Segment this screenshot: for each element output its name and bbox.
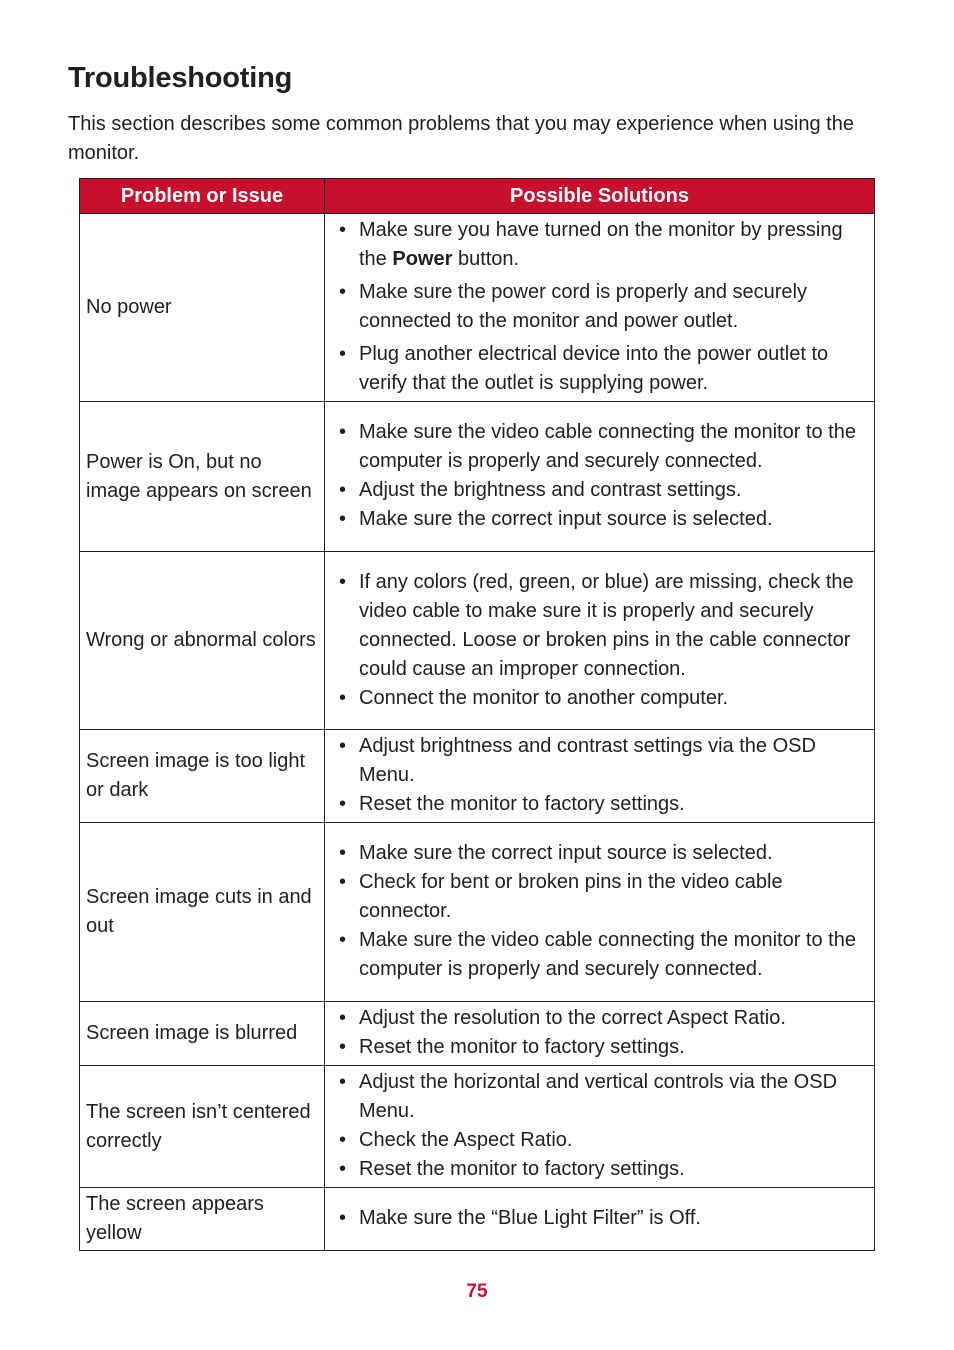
header-solutions: Possible Solutions bbox=[325, 179, 875, 214]
solution-item bbox=[337, 1204, 866, 1233]
problem-cell: The screen isn’t centered correctly bbox=[80, 1066, 325, 1188]
bullet-icon: • bbox=[339, 219, 347, 241]
solution-text: Adjust brightness and contrast settings via the OSD Menu. bbox=[359, 735, 816, 786]
solution-list bbox=[337, 732, 866, 819]
solution-list bbox=[337, 1004, 866, 1062]
solution-list bbox=[337, 216, 866, 398]
solution-text: Reset the monitor to factory settings. bbox=[359, 1036, 685, 1058]
solution-item bbox=[337, 505, 866, 534]
problem-cell: Screen image is too light or dark bbox=[80, 730, 325, 823]
solution-text: Make sure the “Blue Light Filter” is Off. bbox=[359, 1207, 701, 1229]
solution-text: Reset the monitor to factory settings. bbox=[359, 1158, 685, 1180]
solution-text: Check the Aspect Ratio. bbox=[359, 1129, 573, 1151]
table-row bbox=[80, 214, 875, 402]
solution-text: Adjust the brightness and contrast settings. bbox=[359, 479, 742, 501]
solutions-cell bbox=[325, 1002, 875, 1066]
intro-paragraph: This section describes some common problems that you may experience when using the monitor. bbox=[68, 113, 854, 164]
solution-text: Reset the monitor to factory settings. bbox=[359, 793, 685, 815]
problem-cell: Power is On, but no image appears on screen bbox=[80, 402, 325, 552]
solution-text: Check for bent or broken pins in the video cable connector. bbox=[359, 871, 783, 922]
bullet-icon: • bbox=[339, 421, 347, 443]
solution-text: button. bbox=[452, 248, 520, 270]
solution-item bbox=[337, 216, 866, 274]
solution-item bbox=[337, 790, 866, 819]
solution-item bbox=[337, 340, 866, 398]
bullet-icon: • bbox=[339, 570, 347, 593]
solution-item bbox=[337, 926, 866, 984]
solution-list bbox=[337, 1204, 866, 1233]
bullet-icon: • bbox=[339, 735, 347, 757]
solutions-cell bbox=[325, 730, 875, 823]
solution-item bbox=[337, 868, 866, 926]
solution-item bbox=[337, 418, 866, 476]
solutions-cell bbox=[325, 402, 875, 552]
solution-item bbox=[337, 1155, 866, 1184]
solution-item bbox=[337, 839, 866, 868]
solution-item bbox=[337, 1126, 866, 1155]
solution-text: Plug another electrical device into the power outlet to verify that the outlet is supplying power. bbox=[359, 343, 829, 394]
solution-list bbox=[337, 418, 866, 534]
bullet-icon: • bbox=[339, 871, 347, 893]
bullet-icon: • bbox=[339, 1207, 347, 1229]
solution-text: Connect the monitor to another computer. bbox=[359, 686, 729, 709]
solution-text: Make sure the video cable connecting the monitor to the computer is properly and securely connected. bbox=[359, 421, 856, 472]
table-row bbox=[80, 552, 875, 730]
solution-list bbox=[337, 1068, 866, 1184]
solutions-cell bbox=[325, 214, 875, 402]
solution-text: Make sure the correct input source is selected. bbox=[359, 842, 773, 864]
bullet-icon: • bbox=[339, 686, 347, 709]
table-row bbox=[80, 730, 875, 823]
problem-cell: The screen appears yellow bbox=[80, 1188, 325, 1251]
bullet-icon: • bbox=[339, 1036, 347, 1058]
problem-cell: Wrong or abnormal colors bbox=[80, 552, 325, 730]
solutions-cell bbox=[325, 823, 875, 1002]
bullet-icon: • bbox=[339, 1158, 347, 1180]
solution-text: Make sure the video cable connecting the monitor to the computer is properly and securely connected. bbox=[359, 929, 856, 980]
bullet-icon: • bbox=[339, 1071, 347, 1093]
bullet-icon: • bbox=[339, 842, 347, 864]
bullet-icon: • bbox=[339, 929, 347, 951]
bullet-icon: • bbox=[339, 1007, 347, 1029]
solutions-cell bbox=[325, 1066, 875, 1188]
solution-item bbox=[337, 684, 866, 713]
solution-text: Adjust the horizontal and vertical controls via the OSD Menu. bbox=[359, 1071, 838, 1122]
solution-item bbox=[337, 278, 866, 336]
table-row bbox=[80, 402, 875, 552]
bullet-icon: • bbox=[339, 508, 347, 530]
bullet-icon: • bbox=[339, 1129, 347, 1151]
problem-cell: Screen image cuts in and out bbox=[80, 823, 325, 1002]
solution-text: If any colors (red, green, or blue) are missing, check the video cable to make sure it is properly and securely connected. Loose or broken pins in the cable connector could cause an improper connection. bbox=[359, 570, 854, 680]
solution-list bbox=[337, 568, 866, 713]
table-row bbox=[80, 823, 875, 1002]
bullet-icon: • bbox=[339, 479, 347, 501]
problem-cell: Screen image is blurred bbox=[80, 1002, 325, 1066]
solution-text: Make sure you have turned on the monitor by pressing the bbox=[359, 219, 843, 270]
solution-item bbox=[337, 1068, 866, 1126]
troubleshooting-table bbox=[79, 178, 875, 1251]
solution-list bbox=[337, 839, 866, 984]
solutions-cell bbox=[325, 552, 875, 730]
page-number: 75 bbox=[466, 1281, 488, 1302]
table-row bbox=[80, 1066, 875, 1188]
header-problem: Problem or Issue bbox=[80, 179, 325, 214]
solution-item bbox=[337, 568, 866, 684]
table-header-row bbox=[80, 179, 875, 214]
bullet-icon: • bbox=[339, 793, 347, 815]
table-row bbox=[80, 1188, 875, 1251]
problem-cell: No power bbox=[80, 214, 325, 402]
solution-item bbox=[337, 1004, 866, 1033]
bullet-icon: • bbox=[339, 281, 347, 303]
power-label: Power bbox=[392, 248, 453, 270]
table-row bbox=[80, 1002, 875, 1066]
solution-item bbox=[337, 1033, 866, 1062]
solution-text: Make sure the power cord is properly and securely connected to the monitor and power outlet. bbox=[359, 281, 807, 332]
solution-text: Adjust the resolution to the correct Aspect Ratio. bbox=[359, 1007, 786, 1029]
solution-item bbox=[337, 732, 866, 790]
solutions-cell bbox=[325, 1188, 875, 1251]
bullet-icon: • bbox=[339, 343, 347, 365]
solution-text: Make sure the correct input source is selected. bbox=[359, 508, 773, 530]
solution-item bbox=[337, 476, 866, 505]
page-title: Troubleshooting bbox=[68, 62, 293, 94]
